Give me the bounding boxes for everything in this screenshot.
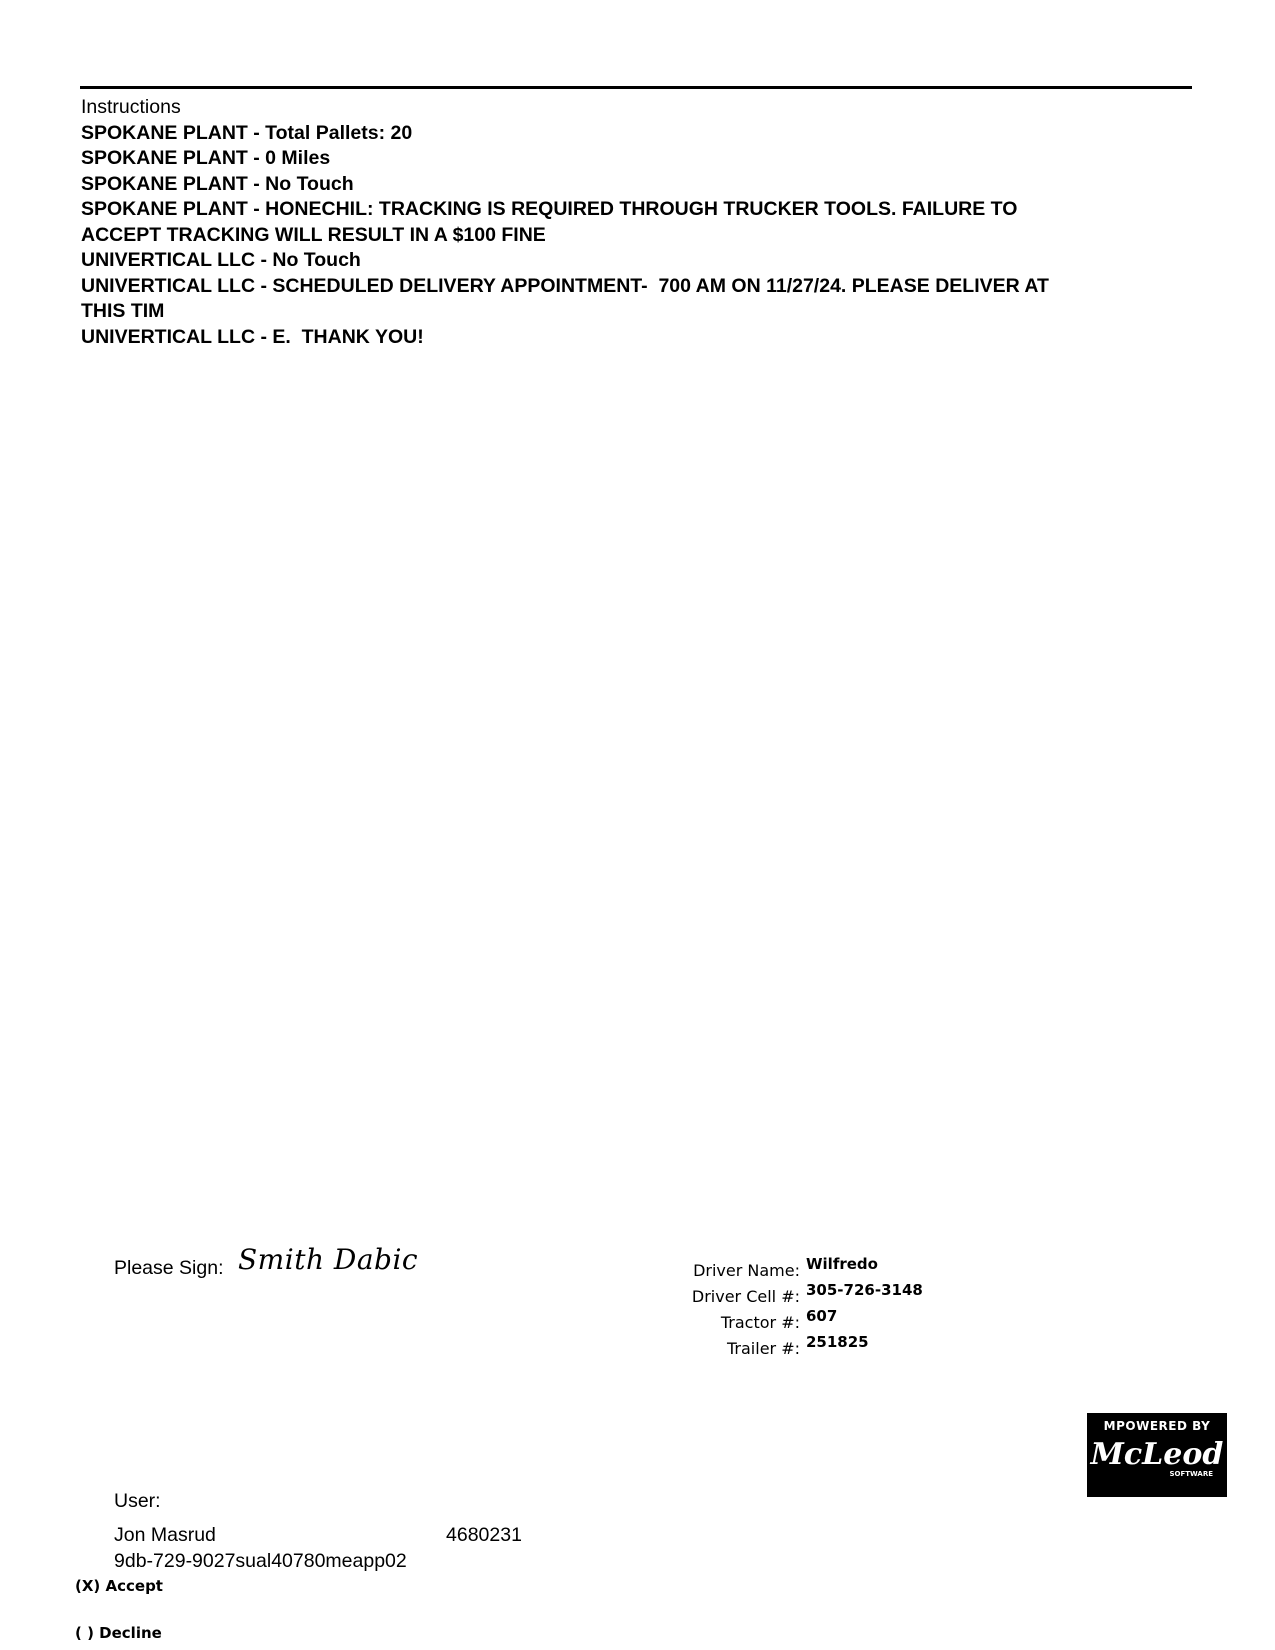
logo-top-text: MPOWERED BY [1103, 1419, 1211, 1433]
trailer-label: Trailer #: [727, 1339, 800, 1358]
instruction-line: SPOKANE PLANT - Total Pallets: 20 [81, 121, 413, 144]
instruction-line: SPOKANE PLANT - 0 Miles [81, 147, 331, 169]
logo-sub: SOFTWARE [1169, 1470, 1213, 1478]
accept-option[interactable]: (X) Accept [75, 1577, 163, 1595]
instruction-line: UNIVERTICAL LLC - E. THANK YOU! [81, 325, 424, 348]
driver-name-value: Wilfredo [806, 1255, 878, 1273]
driver-name-label: Driver Name: [693, 1261, 800, 1280]
user-meta: 9db-729-9027sual40780meapp02 [114, 1550, 407, 1572]
instruction-line: UNIVERTICAL LLC - No Touch [81, 249, 361, 271]
signature: Smith Dabic [238, 1243, 419, 1276]
top-divider [80, 86, 1192, 89]
mcleod-logo [1087, 1413, 1227, 1497]
user-label: User: [114, 1490, 161, 1512]
sign-label: Please Sign: [114, 1257, 224, 1279]
driver-cell-value: 305-726-3148 [806, 1281, 923, 1299]
instruction-line: THIS TIM [81, 300, 165, 322]
logo-brand: McLeod [1090, 1437, 1224, 1472]
trailer-value: 251825 [806, 1333, 869, 1351]
tractor-value: 607 [806, 1307, 838, 1325]
instruction-line: ACCEPT TRACKING WILL RESULT IN A $100 FINE [81, 223, 546, 246]
instructions-heading: Instructions [81, 96, 181, 118]
instruction-line: UNIVERTICAL LLC - SCHEDULED DELIVERY APPOINTMENT- 700 AM ON 11/27/24. PLEASE DELIVER AT [81, 274, 1049, 297]
decline-option[interactable]: ( ) Decline [75, 1624, 162, 1642]
instruction-line: SPOKANE PLANT - No Touch [81, 172, 354, 195]
instruction-line: SPOKANE PLANT - HONECHIL: TRACKING IS REQUIRED THROUGH TRUCKER TOOLS. FAILURE TO [81, 198, 1018, 220]
instructions-block [81, 95, 1201, 350]
tractor-label: Tractor #: [720, 1313, 800, 1332]
user-id: 4680231 [446, 1524, 522, 1546]
driver-cell-label: Driver Cell #: [691, 1287, 800, 1306]
user-name: Jon Masrud [114, 1524, 216, 1546]
